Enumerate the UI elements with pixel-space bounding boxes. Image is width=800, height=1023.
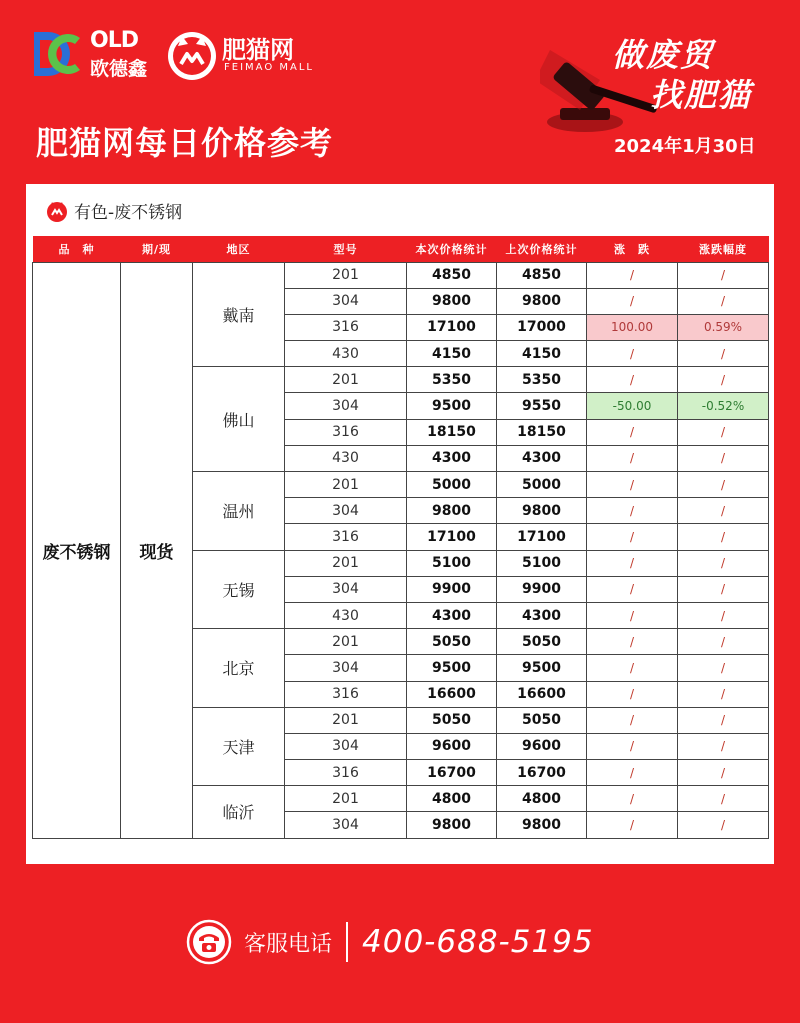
current-price-cell: 9600: [407, 733, 497, 759]
model-cell: 201: [285, 472, 407, 498]
region-cell: 天津: [193, 707, 285, 786]
change-cell: /: [587, 602, 678, 628]
change-pct-cell: /: [678, 262, 769, 288]
model-cell: 201: [285, 629, 407, 655]
model-cell: 430: [285, 341, 407, 367]
header-change-pct: 涨跌幅度: [678, 236, 769, 262]
last-price-cell: 5350: [497, 367, 587, 393]
change-pct-cell: /: [678, 524, 769, 550]
price-card: [26, 184, 774, 864]
variety-cell: 废不锈钢: [33, 262, 121, 838]
change-pct-cell: /: [678, 786, 769, 812]
slogan-line-1: 做废贸: [612, 36, 715, 74]
model-cell: 430: [285, 445, 407, 471]
change-pct-cell: /: [678, 341, 769, 367]
change-pct-cell: /: [678, 550, 769, 576]
region-cell: 北京: [193, 629, 285, 708]
change-cell: /: [587, 733, 678, 759]
last-price-cell: 4850: [497, 262, 587, 288]
last-price-cell: 9900: [497, 576, 587, 602]
header-change: 涨 跌: [587, 236, 678, 262]
model-cell: 304: [285, 393, 407, 419]
current-price-cell: 17100: [407, 314, 497, 340]
change-pct-cell: /: [678, 760, 769, 786]
slogan-line-2: 找肥猫: [650, 76, 753, 114]
region-cell: 戴南: [193, 262, 285, 367]
last-price-cell: 4300: [497, 445, 587, 471]
last-price-cell: 9600: [497, 733, 587, 759]
change-cell: /: [587, 288, 678, 314]
last-price-cell: 16600: [497, 681, 587, 707]
last-price-cell: 9800: [497, 498, 587, 524]
model-cell: 316: [285, 760, 407, 786]
model-cell: 201: [285, 707, 407, 733]
model-cell: 316: [285, 524, 407, 550]
dc-logo-icon: [30, 28, 86, 80]
footer-contact: [186, 918, 594, 966]
current-price-cell: 18150: [407, 419, 497, 445]
change-pct-cell: /: [678, 288, 769, 314]
change-pct-cell: /: [678, 472, 769, 498]
table-row: [33, 262, 769, 288]
current-price-cell: 16600: [407, 681, 497, 707]
model-cell: 304: [285, 655, 407, 681]
current-price-cell: 17100: [407, 524, 497, 550]
current-price-cell: 5000: [407, 472, 497, 498]
last-price-cell: 18150: [497, 419, 587, 445]
report-date: 2024年1月30日: [614, 136, 756, 157]
last-price-cell: 5050: [497, 629, 587, 655]
change-cell: /: [587, 445, 678, 471]
header-region: 地区: [193, 236, 285, 262]
section-title: [46, 198, 182, 223]
feimao-logo: [164, 26, 314, 86]
feimao-cat-icon: [164, 26, 220, 82]
region-cell: 佛山: [193, 367, 285, 472]
current-price-cell: 9800: [407, 812, 497, 838]
change-cell: -50.00: [587, 393, 678, 419]
old-logo: [30, 24, 170, 84]
change-cell: /: [587, 472, 678, 498]
last-price-cell: 17100: [497, 524, 587, 550]
change-pct-cell: /: [678, 733, 769, 759]
service-label-wrap: [232, 927, 332, 958]
current-price-cell: 5350: [407, 367, 497, 393]
old-logo-text: OLD: [90, 28, 138, 53]
change-cell: /: [587, 419, 678, 445]
change-pct-cell: /: [678, 707, 769, 733]
change-pct-cell: /: [678, 419, 769, 445]
section-title-text: 有色-废不锈钢: [74, 203, 183, 223]
current-price-cell: 9800: [407, 288, 497, 314]
feimao-cat-icon: [46, 200, 68, 222]
page-title: 肥猫网每日价格参考: [36, 124, 334, 162]
model-cell: 201: [285, 550, 407, 576]
service-label: 客服电话: [244, 931, 333, 957]
header-variety: 品 种: [33, 236, 121, 262]
change-pct-cell: 0.59%: [678, 314, 769, 340]
change-pct-cell: /: [678, 367, 769, 393]
model-cell: 304: [285, 733, 407, 759]
change-cell: /: [587, 812, 678, 838]
last-price-cell: 5100: [497, 550, 587, 576]
phone-icon: [186, 919, 232, 965]
model-cell: 304: [285, 576, 407, 602]
change-pct-cell: /: [678, 812, 769, 838]
change-pct-cell: -0.52%: [678, 393, 769, 419]
header-current-price: 本次价格统计: [407, 236, 497, 262]
model-cell: 201: [285, 786, 407, 812]
change-pct-cell: /: [678, 602, 769, 628]
change-cell: /: [587, 760, 678, 786]
current-price-cell: 9900: [407, 576, 497, 602]
last-price-cell: 4300: [497, 602, 587, 628]
feimao-logo-text: 肥猫网: [222, 36, 294, 64]
change-pct-cell: /: [678, 681, 769, 707]
change-cell: /: [587, 681, 678, 707]
last-price-cell: 16700: [497, 760, 587, 786]
current-price-cell: 5100: [407, 550, 497, 576]
last-price-cell: 9800: [497, 812, 587, 838]
current-price-cell: 16700: [407, 760, 497, 786]
region-cell: 临沂: [193, 786, 285, 838]
model-cell: 201: [285, 262, 407, 288]
change-cell: /: [587, 524, 678, 550]
last-price-cell: 9500: [497, 655, 587, 681]
change-cell: /: [587, 262, 678, 288]
current-price-cell: 4850: [407, 262, 497, 288]
header-last-price: 上次价格统计: [497, 236, 587, 262]
change-cell: 100.00: [587, 314, 678, 340]
header-type: 期/现: [121, 236, 193, 262]
old-logo-cn: 欧德鑫: [90, 58, 148, 80]
header-model: 型号: [285, 236, 407, 262]
current-price-cell: 4300: [407, 445, 497, 471]
model-cell: 304: [285, 288, 407, 314]
type-cell: 现货: [121, 262, 193, 838]
current-price-cell: 4300: [407, 602, 497, 628]
model-cell: 304: [285, 498, 407, 524]
last-price-cell: 9550: [497, 393, 587, 419]
current-price-cell: 5050: [407, 629, 497, 655]
change-pct-cell: /: [678, 498, 769, 524]
service-phone: 400-688-5195: [362, 924, 594, 960]
model-cell: 201: [285, 367, 407, 393]
change-cell: /: [587, 707, 678, 733]
current-price-cell: 9500: [407, 393, 497, 419]
current-price-cell: 4800: [407, 786, 497, 812]
change-cell: /: [587, 629, 678, 655]
change-pct-cell: /: [678, 576, 769, 602]
price-table: [32, 236, 769, 839]
change-cell: /: [587, 655, 678, 681]
last-price-cell: 4150: [497, 341, 587, 367]
last-price-cell: 9800: [497, 288, 587, 314]
last-price-cell: 5050: [497, 707, 587, 733]
last-price-cell: 5000: [497, 472, 587, 498]
last-price-cell: 17000: [497, 314, 587, 340]
table-header-row: [33, 236, 769, 262]
region-cell: 无锡: [193, 550, 285, 629]
model-cell: 430: [285, 602, 407, 628]
change-pct-cell: /: [678, 655, 769, 681]
model-cell: 316: [285, 314, 407, 340]
change-cell: /: [587, 576, 678, 602]
model-cell: 316: [285, 419, 407, 445]
footer-divider: [346, 922, 348, 962]
current-price-cell: 9800: [407, 498, 497, 524]
change-cell: /: [587, 786, 678, 812]
change-pct-cell: /: [678, 445, 769, 471]
model-cell: 304: [285, 812, 407, 838]
model-cell: 316: [285, 681, 407, 707]
current-price-cell: 4150: [407, 341, 497, 367]
current-price-cell: 5050: [407, 707, 497, 733]
change-cell: /: [587, 341, 678, 367]
change-pct-cell: /: [678, 629, 769, 655]
current-price-cell: 9500: [407, 655, 497, 681]
feimao-logo-en: FEIMAO MALL: [224, 62, 314, 73]
change-cell: /: [587, 498, 678, 524]
change-cell: /: [587, 367, 678, 393]
change-cell: /: [587, 550, 678, 576]
region-cell: 温州: [193, 472, 285, 551]
last-price-cell: 4800: [497, 786, 587, 812]
table-body: [33, 262, 769, 838]
